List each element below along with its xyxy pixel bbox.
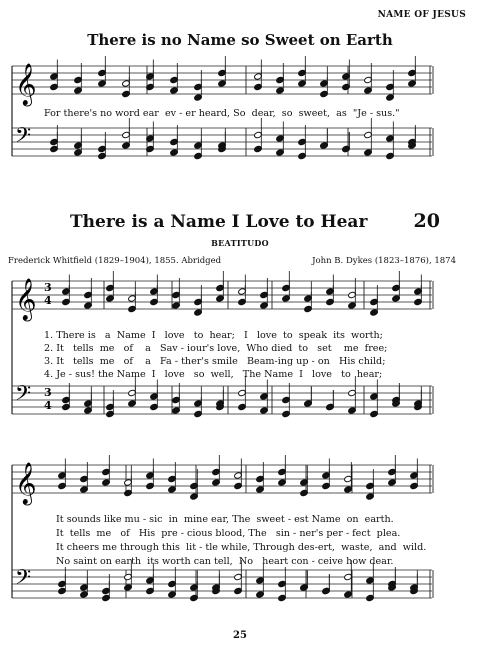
verse-3-line-1: 3. It tells me of a Fa - ther's smile Beam-ing up - on His child; — [44, 356, 386, 367]
page-number: 25 — [233, 630, 247, 641]
author-credit: Frederick Whitfield (1829–1904), 1855. Abridged — [8, 256, 222, 266]
time-signature-top: 3 — [44, 281, 52, 294]
verse-2-line-1: 2. It tells me of a Sav - iour's love, Who died to set me free; — [44, 343, 388, 354]
verse-4-line-1: 4. Je - sus! the Name I love so well, The Name I love to hear; — [44, 369, 383, 380]
hymn-title-1: There is no Name so Sweet on Earth — [87, 31, 393, 49]
hymn1-lyric: For there's no word ear ev - er heard, So dear, so sweet, as "Je - sus." — [44, 108, 400, 119]
hymn-number: 20 — [413, 210, 440, 232]
treble-clef: 𝄞 — [15, 62, 37, 105]
time-signature-bottom: 4 — [44, 294, 52, 307]
bass-clef: 𝄢 — [15, 123, 32, 153]
tune-name: BEATITUDO — [211, 238, 269, 248]
verse-1-line-1: 1. There is a Name I love to hear; I love to speak its worth; — [44, 330, 383, 341]
verse-3-line-2: It cheers me through this lit - tle while, Through des-ert, waste, and wild. — [56, 542, 427, 553]
time-signature-bottom: 4 — [44, 399, 52, 412]
verse-2-line-2: It tells me of His pre - cious blood, The sin - ner's per - fect plea. — [56, 528, 401, 539]
bass-clef: 𝄢 — [15, 565, 32, 595]
treble-clef: 𝄞 — [15, 277, 37, 320]
verse-1-line-2: It sounds like mu - sic in mine ear, The sweet - est Name on earth. — [56, 514, 394, 525]
treble-clef: 𝄞 — [15, 461, 37, 504]
bass-clef: 𝄢 — [15, 381, 32, 411]
composer-credit: John B. Dykes (1823–1876), 1874 — [312, 256, 456, 266]
time-signature-top: 3 — [44, 386, 52, 399]
section-header: NAME OF JESUS — [377, 10, 466, 20]
hymn-title-2: There is a Name I Love to Hear — [70, 212, 368, 232]
verse-4-line-2: No saint on earth its worth can tell, No heart con - ceive how dear. — [56, 556, 394, 567]
